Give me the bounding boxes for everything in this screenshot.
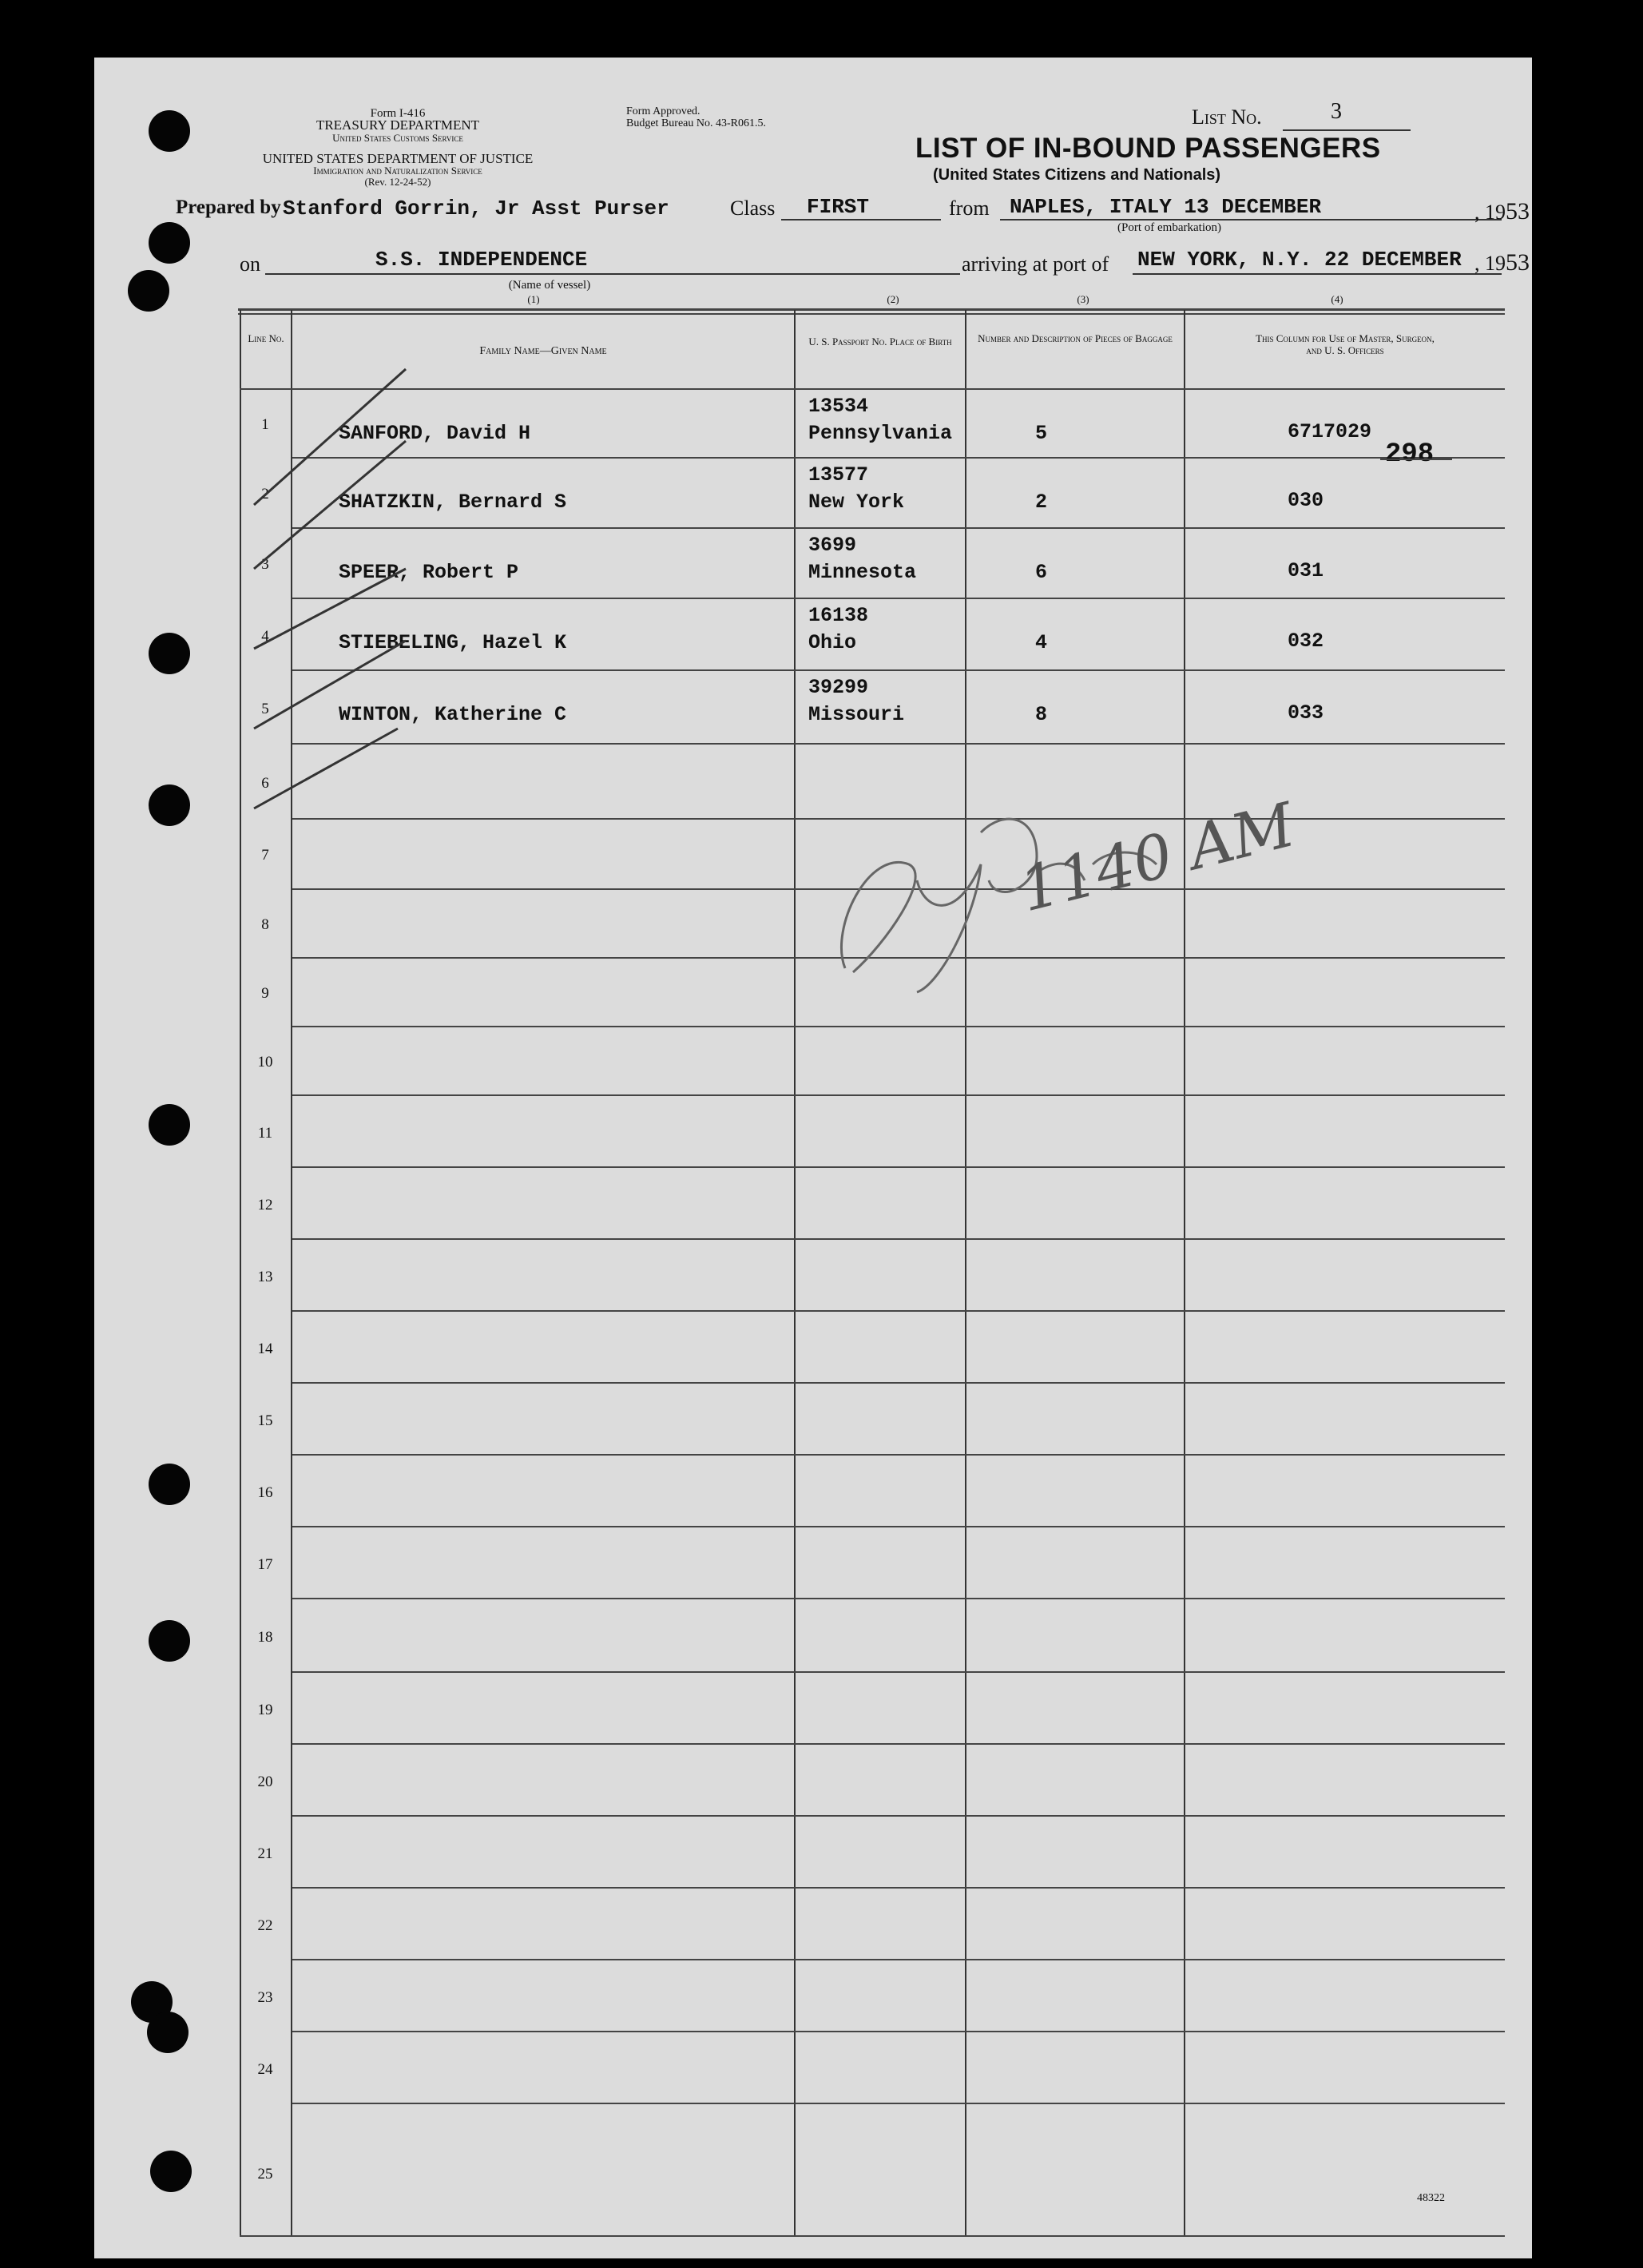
class-label: Class — [730, 197, 776, 220]
check-marks — [238, 281, 430, 840]
officer-number: 6717029 — [1288, 420, 1372, 443]
page-title: LIST OF IN-BOUND PASSENGERS — [915, 133, 1381, 164]
passport-number: 13534 — [808, 395, 869, 418]
baggage-count: 2 — [1035, 491, 1048, 514]
revision: (Rev. 12-24-52) — [364, 176, 431, 188]
row-number: 3 — [261, 556, 269, 574]
arrival-value: NEW YORK, N.Y. 22 DECEMBER — [1137, 248, 1462, 272]
punch-hole — [128, 270, 169, 312]
prepared-label: Prepared by — [176, 197, 281, 218]
row-number: 14 — [257, 1340, 273, 1357]
punch-hole — [149, 1104, 190, 1146]
row-rule — [292, 1526, 1505, 1527]
passport-number: 3699 — [808, 534, 857, 557]
from-label: from — [949, 197, 990, 220]
col-number-2: (2) — [887, 293, 899, 305]
manifest-page — [94, 58, 1532, 2258]
row-number: 15 — [257, 1412, 273, 1429]
row-number: 10 — [257, 1054, 273, 1071]
col-header-name: Family Name—Given Name — [479, 345, 607, 357]
year1-value: 53 — [1506, 198, 1530, 224]
row-rule — [292, 1238, 1505, 1240]
col-header-baggage: Number and Description of Pieces of Baggage — [978, 332, 1173, 344]
row-rule — [292, 527, 1505, 529]
row-number: 20 — [257, 1773, 273, 1790]
row-number: 24 — [257, 2060, 273, 2078]
row-number: 5 — [261, 700, 269, 717]
port-embark-caption: (Port of embarkation) — [1117, 221, 1221, 234]
punch-hole — [149, 110, 190, 152]
arrival-underline — [1133, 273, 1502, 275]
punch-hole — [149, 1620, 190, 1662]
stamp-strike — [1380, 459, 1452, 460]
birthplace: Ohio — [808, 631, 857, 654]
row-number: 8 — [261, 916, 269, 934]
row-rule — [292, 669, 1505, 671]
row-rule — [292, 1671, 1505, 1673]
passenger-name: SPEER, Robert P — [339, 561, 519, 584]
row-rule — [292, 2031, 1505, 2032]
form-code: 48322 — [1417, 2192, 1445, 2204]
officer-number: 031 — [1288, 559, 1324, 582]
customs-service: United States Customs Service — [332, 132, 463, 144]
passenger-name: STIEBELING, Hazel K — [339, 631, 567, 654]
punch-hole — [149, 1464, 190, 1505]
passport-number: 13577 — [808, 463, 869, 487]
row-rule — [292, 457, 1505, 459]
table-bottom-rule — [240, 2235, 1505, 2237]
from-underline — [1000, 219, 1502, 220]
arriving-label: arriving at port of — [962, 252, 1109, 276]
row-number: 12 — [257, 1196, 273, 1213]
officer-number: 030 — [1288, 489, 1324, 512]
on-label: on — [240, 252, 260, 276]
baggage-count: 4 — [1035, 631, 1048, 654]
col-header-line: Line No. — [248, 332, 284, 344]
handwritten-time: 1140 AM — [1013, 788, 1302, 926]
row-rule — [292, 1887, 1505, 1889]
vessel-caption: (Name of vessel) — [508, 279, 591, 292]
punch-hole — [149, 222, 190, 264]
row-rule — [292, 1743, 1505, 1745]
row-rule — [292, 2103, 1505, 2104]
passport-number: 16138 — [808, 604, 869, 627]
baggage-count: 6 — [1035, 561, 1048, 584]
year1-prefix: , 19 — [1474, 201, 1506, 224]
row-number: 16 — [257, 1484, 273, 1501]
col-number-1: (1) — [527, 293, 540, 305]
birthplace: Pennsylvania — [808, 422, 953, 445]
row-rule — [292, 1598, 1505, 1599]
passport-number: 39299 — [808, 676, 869, 699]
row-number: 9 — [261, 985, 269, 1003]
punch-hole — [150, 2151, 192, 2192]
passenger-name: SANFORD, David H — [339, 422, 531, 445]
row-rule — [292, 1959, 1505, 1960]
row-number: 18 — [257, 1628, 273, 1646]
prepared-value: Stanford Gorrin, Jr Asst Purser — [283, 197, 669, 220]
birthplace: Missouri — [808, 703, 905, 726]
list-no-value: 3 — [1331, 99, 1342, 124]
punch-hole — [149, 784, 190, 826]
row-rule — [292, 1310, 1505, 1312]
year2-value: 53 — [1506, 249, 1530, 276]
year2-prefix: , 19 — [1474, 252, 1506, 275]
row-number: 17 — [257, 1555, 273, 1573]
row-number: 22 — [257, 1916, 273, 1934]
row-rule — [292, 598, 1505, 599]
row-rule — [292, 1166, 1505, 1168]
list-no-underline — [1283, 129, 1411, 131]
row-rule — [292, 1815, 1505, 1817]
vessel-value: S.S. INDEPENDENCE — [375, 248, 588, 272]
row-number: 13 — [257, 1268, 273, 1285]
row-number: 25 — [257, 2166, 273, 2183]
officer-number: 033 — [1288, 701, 1324, 725]
stamp-number: 298 — [1385, 439, 1435, 470]
justice-dept: UNITED STATES DEPARTMENT OF JUSTICE — [262, 151, 534, 166]
birthplace: New York — [808, 491, 905, 514]
class-value: FIRST — [807, 195, 870, 219]
row-number: 4 — [261, 627, 269, 645]
row-rule — [292, 1382, 1505, 1384]
row-rule — [292, 1094, 1505, 1096]
form-approved: Form Approved. — [626, 105, 700, 117]
baggage-count: 8 — [1035, 703, 1048, 726]
class-underline — [781, 219, 941, 220]
list-no-label: List No. — [1192, 105, 1262, 129]
row-number: 1 — [261, 416, 269, 434]
col-number-4: (4) — [1331, 293, 1343, 305]
passenger-name: WINTON, Katherine C — [339, 703, 567, 726]
row-number: 21 — [257, 1845, 273, 1862]
col-header-passport: U. S. Passport No. Place of Birth — [808, 336, 952, 348]
row-number: 23 — [257, 1988, 273, 2006]
row-number: 2 — [261, 486, 269, 503]
punch-hole — [147, 2012, 189, 2053]
row-rule — [292, 1454, 1505, 1456]
form-number: Form I-416 — [370, 107, 426, 120]
vessel-underline — [265, 273, 960, 275]
punch-hole — [149, 633, 190, 674]
baggage-count: 5 — [1035, 422, 1048, 445]
row-number: 11 — [257, 1124, 273, 1142]
row-number: 7 — [261, 847, 269, 864]
passenger-name: SHATZKIN, Bernard S — [339, 491, 567, 514]
ins-service: Immigration and Naturalization Service — [313, 165, 482, 177]
birthplace: Minnesota — [808, 561, 917, 584]
row-number: 6 — [261, 774, 269, 792]
col-header-officers: This Column for Use of Master, Surgeon, and U. S. Officers — [1256, 332, 1435, 356]
from-value: NAPLES, ITALY 13 DECEMBER — [1010, 195, 1322, 219]
col-number-3: (3) — [1077, 293, 1089, 305]
officer-number: 032 — [1288, 630, 1324, 653]
budget-bureau: Budget Bureau No. 43-R061.5. — [626, 117, 766, 129]
treasury-dept: TREASURY DEPARTMENT — [316, 117, 480, 133]
page-subtitle: (United States Citizens and Nationals) — [933, 166, 1221, 184]
row-number: 19 — [257, 1701, 273, 1718]
